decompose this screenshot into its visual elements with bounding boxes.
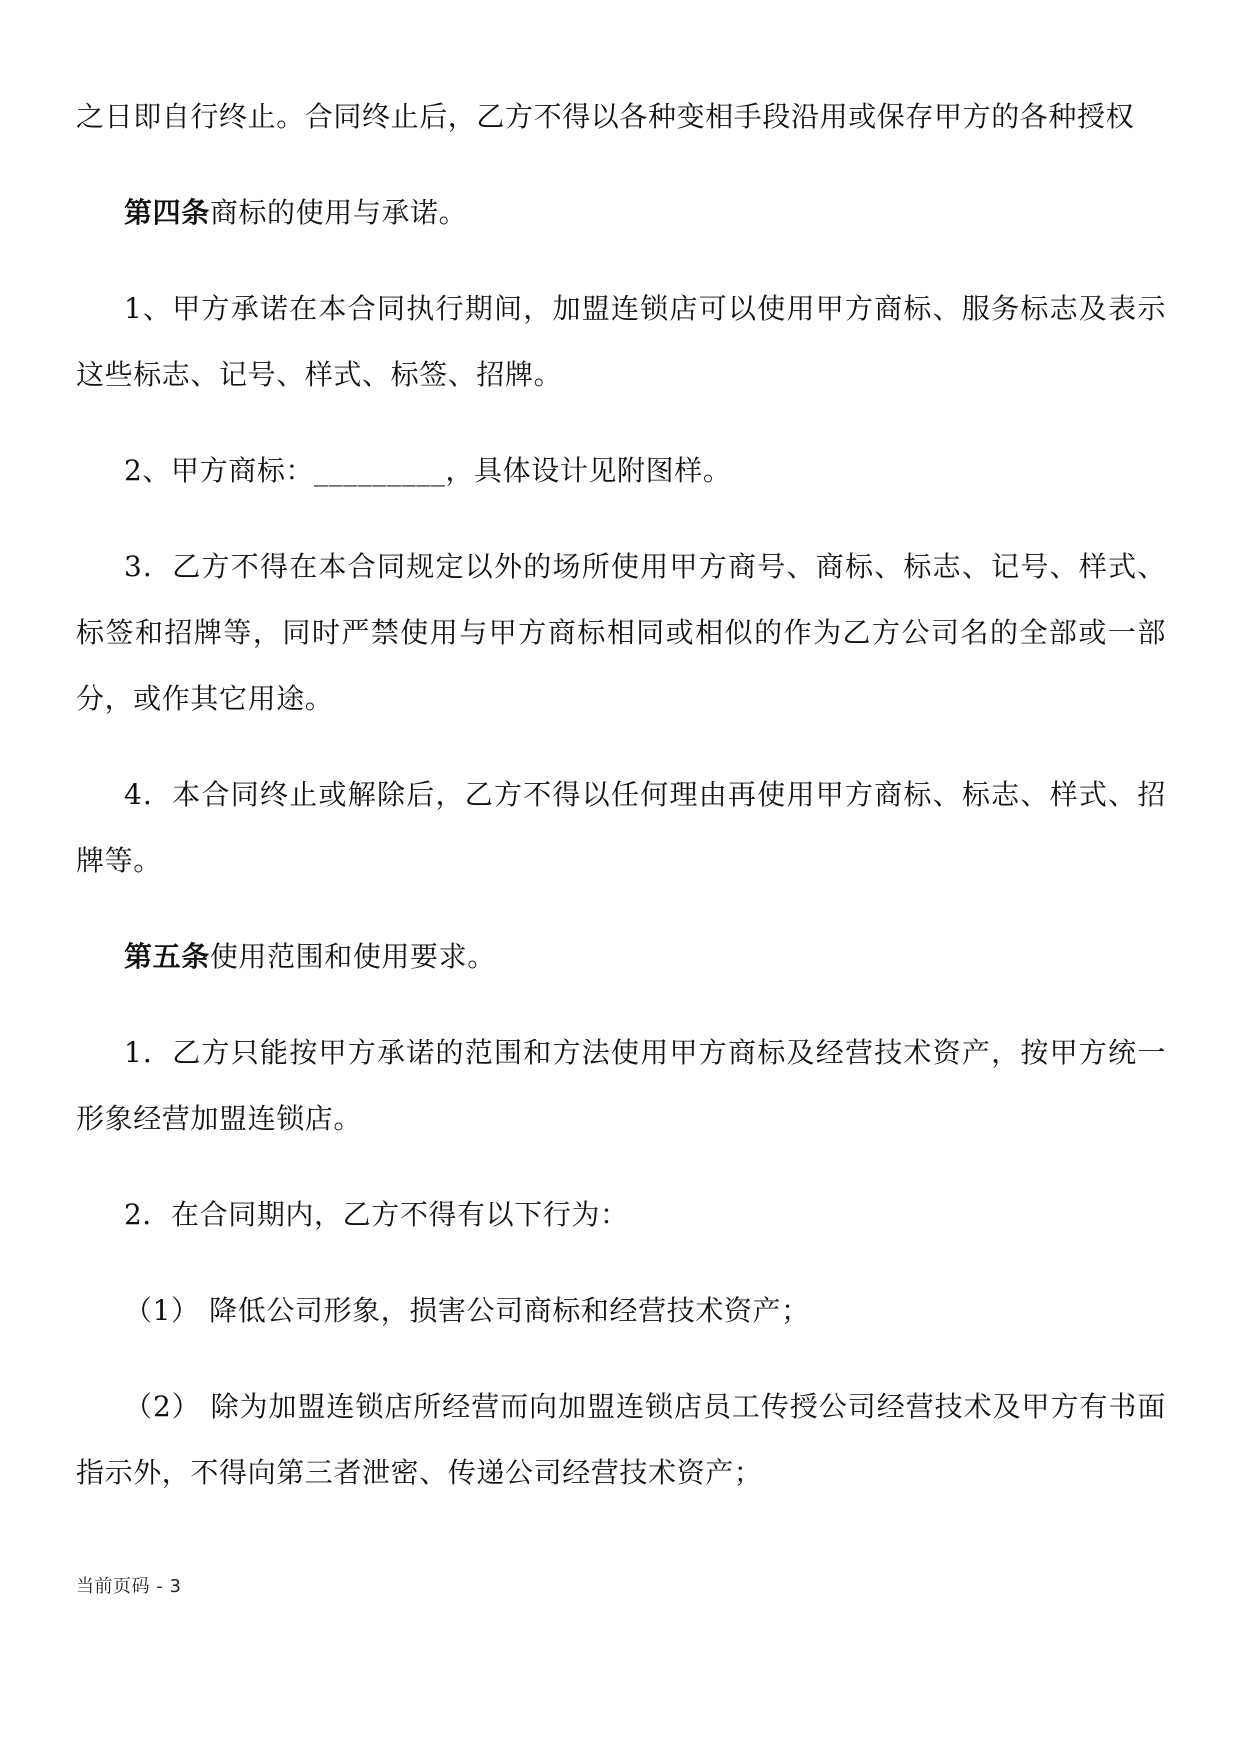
paragraph-text: 之日即自行终止。合同终止后，乙方不得以各种变相手段沿用或保存甲方的各种授权 (76, 100, 1135, 133)
article-label: 第五条 (124, 940, 210, 973)
article-label: 第四条 (124, 196, 210, 229)
paragraph-text: 3．乙方不得在本合同规定以外的场所使用甲方商号、商标、标志、记号、样式、标签和招牌等，同时严禁使用与甲方商标相同或相似的作为乙方公司名的全部或一部分，或作其它用途。 (76, 550, 1166, 715)
clause-4-1 (76, 276, 1166, 408)
paragraph-text: 2．在合同期内，乙方不得有以下行为： (124, 1198, 629, 1231)
clause-4-2 (76, 438, 1166, 504)
clause-5-2 (76, 1182, 1166, 1248)
paragraph-text: 1、甲方承诺在本合同执行期间，加盟连锁店可以使用甲方商标、服务标志及表示这些标志、记号、样式、标签、招牌。 (76, 292, 1166, 391)
clause-5-2-item-1 (76, 1278, 1166, 1344)
paragraph-text: 1．乙方只能按甲方承诺的范围和方法使用甲方商标及经营技术资产，按甲方统一形象经营加盟连锁店。 (76, 1036, 1166, 1135)
paragraph-text: （2） 除为加盟连锁店所经营而向加盟连锁店员工传授公司经营技术及甲方有书面指示外，不得向第三者泄密、传递公司经营技术资产； (76, 1390, 1166, 1489)
paragraph-text: 2、甲方商标：_________，具体设计见附图样。 (124, 454, 732, 487)
article-four-heading (76, 180, 1166, 246)
paragraph-text: 4．本合同终止或解除后，乙方不得以任何理由再使用甲方商标、标志、样式、招牌等。 (76, 778, 1166, 877)
paragraph-text: （1） 降低公司形象，损害公司商标和经营技术资产； (124, 1294, 810, 1327)
clause-4-3 (76, 534, 1166, 732)
page-number-footer: 当前页码 - 3 (76, 1576, 182, 1597)
article-title: 商标的使用与承诺。 (209, 196, 468, 229)
clause-4-4 (76, 762, 1166, 894)
document-body (76, 84, 1166, 1536)
article-five-heading (76, 924, 1166, 990)
clause-5-1 (76, 1020, 1166, 1152)
paragraph-continuation (76, 84, 1166, 150)
article-title: 使用范围和使用要求。 (209, 940, 496, 973)
clause-5-2-item-2 (76, 1374, 1166, 1506)
